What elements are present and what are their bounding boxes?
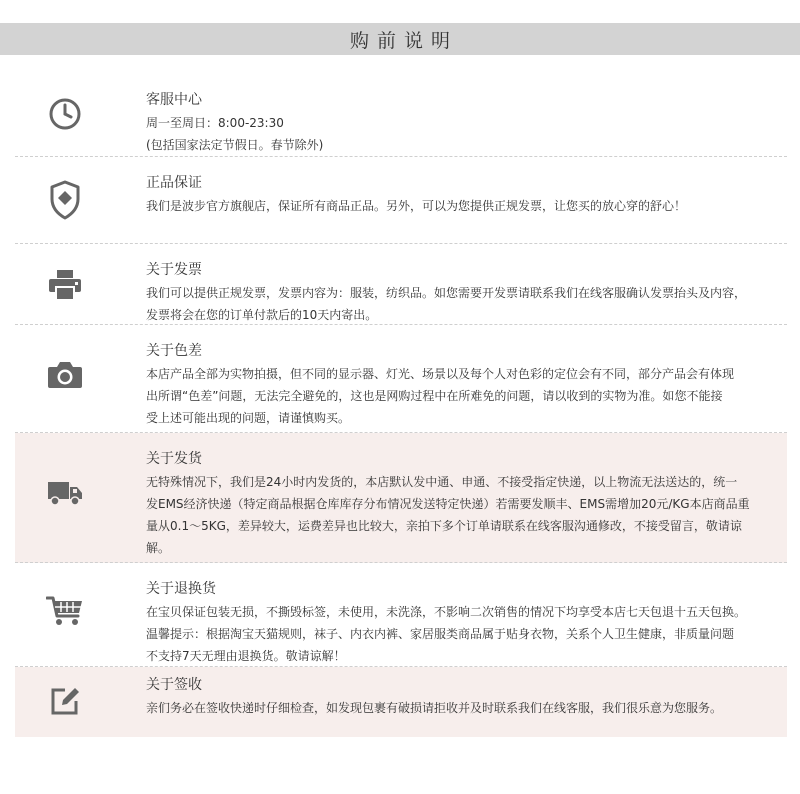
section-text: 不支持7天无理由退换货。敬请谅解！	[146, 649, 346, 663]
section-guarantee	[15, 157, 787, 244]
section-title: 关于签收	[146, 677, 202, 693]
section-text: 发票将会在您的订单付款后的10天内寄出。	[146, 308, 378, 322]
section-text: 无特殊情况下，我们是24小时内发货的，本店默认发中通、申通、不接受指定快递，以上物流无法送达的，统一	[146, 475, 738, 489]
printer-icon	[43, 263, 87, 307]
section-service	[15, 74, 787, 157]
page-title: 购前说明	[349, 29, 458, 52]
section-returns	[15, 563, 787, 667]
section-text: 解。	[146, 541, 171, 555]
section-shipping	[15, 433, 787, 563]
section-title: 客服中心	[146, 92, 202, 108]
section-text: 量从0.1～5KG，差异较大，运费差异也比较大，亲拍下多个订单请联系在线客服沟通修改，不接受留言，敬请谅	[146, 519, 742, 533]
section-text: 温馨提示：根据淘宝天猫规则，袜子、内衣内裤、家居服类商品属于贴身衣物，关系个人卫生健康，非质量问题	[146, 627, 735, 641]
section-text: 受上述可能出现的问题，请谨慎购买。	[146, 411, 351, 425]
section-title: 关于发货	[146, 451, 202, 467]
section-title: 关于发票	[146, 262, 202, 278]
section-text: 周一至周日：8:00-23:30	[146, 116, 284, 130]
section-text: 发EMS经济快递（特定商品根据仓库库存分布情况发送特定快递）若需要发顺丰、EMS需增加20元/KG本店商品重	[146, 497, 750, 511]
shopping-cart-icon	[43, 589, 87, 633]
edit-icon	[43, 679, 87, 723]
shield-check-icon	[43, 178, 87, 222]
clock-icon	[43, 92, 87, 136]
section-text: 出所谓“色差”问题，无法完全避免的，这也是网购过程中在所难免的问题，请以收到的实物为准。如您不能接	[146, 389, 723, 403]
section-text: 我们是波步官方旗舰店，保证所有商品正品。另外，可以为您提供正规发票，让您买的放心穿的舒心！	[146, 199, 687, 213]
section-color	[15, 325, 787, 433]
section-text: 本店产品全部为实物拍摄，但不同的显示器、灯光、场景以及每个人对色彩的定位会有不同，部分产品会有体现	[146, 367, 735, 381]
section-signing	[15, 667, 787, 737]
page-header	[0, 23, 800, 55]
section-title: 关于退换货	[146, 581, 216, 597]
section-text: 在宝贝保证包装无损，不撕毁标签，未使用，未洗涤，不影响二次销售的情况下均享受本店七天包退十五天包换。	[146, 605, 747, 619]
section-text: (包括国家法定节假日。春节除外)	[146, 138, 324, 152]
section-text: 亲们务必在签收快递时仔细检查，如发现包裹有破损请拒收并及时联系我们在线客服，我们很乐意为您服务。	[146, 701, 723, 715]
section-title: 正品保证	[146, 175, 202, 191]
truck-icon	[43, 471, 87, 515]
section-invoice	[15, 244, 787, 325]
camera-icon	[43, 353, 87, 397]
section-title: 关于色差	[146, 343, 202, 359]
info-sections	[15, 74, 787, 737]
section-text: 我们可以提供正规发票，发票内容为：服装，纺织品。如您需要开发票请联系我们在线客服确认发票抬头及内容，	[146, 286, 747, 300]
